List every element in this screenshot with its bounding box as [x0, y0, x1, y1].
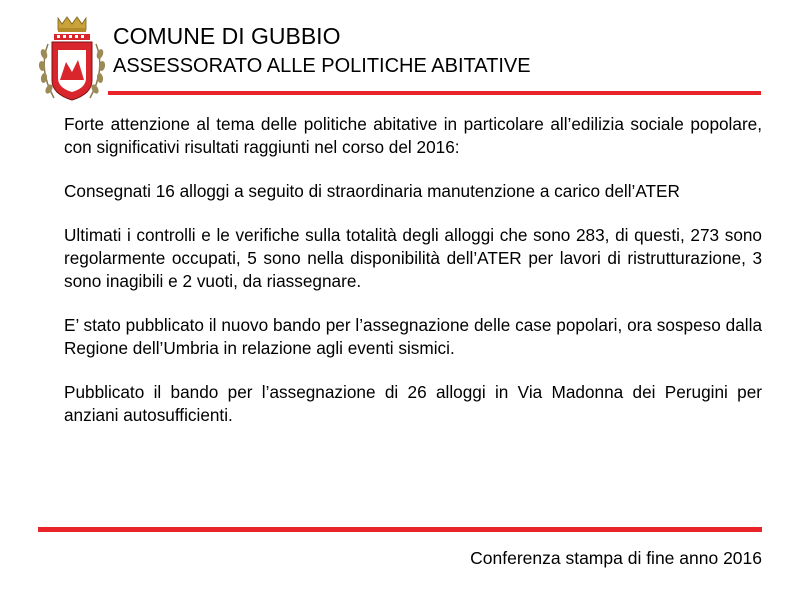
paragraph: Ultimati i controlli e le verifiche sulla totalità degli alloggi che sono 283, di questi, 273 sono regolarmente occupati, 5 sono nella disponibilità dell’ATER per lavori di ristrutturazione, 3 sono inagibili e 2 vuoti, da riassegnare.	[64, 225, 762, 291]
paragraph: Consegnati 16 alloggi a seguito di straordinaria manutenzione a carico dell’ATER	[64, 181, 680, 201]
footer-divider	[38, 527, 762, 532]
page-subtitle: ASSESSORATO ALLE POLITICHE ABITATIVE	[113, 55, 531, 77]
paragraph: Forte attenzione al tema delle politiche abitative in particolare all’edilizia sociale popolare, con significativi risultati raggiunti nel corso del 2016:	[64, 114, 762, 157]
header-divider	[108, 91, 761, 95]
paragraph: E’ stato pubblicato il nuovo bando per l’assegnazione delle case popolari, ora sospeso dalla Regione dell’Umbria in relazione agli eventi sismici.	[64, 315, 762, 358]
coat-of-arms-icon	[36, 14, 108, 104]
paragraph: Pubblicato il bando per l’assegnazione di 26 alloggi in Via Madonna dei Perugini per anziani autosufficienti.	[64, 382, 762, 425]
footer-text: Conferenza stampa di fine anno 2016	[470, 548, 762, 568]
content-body	[64, 113, 762, 448]
page-title: COMUNE DI GUBBIO	[113, 23, 341, 49]
